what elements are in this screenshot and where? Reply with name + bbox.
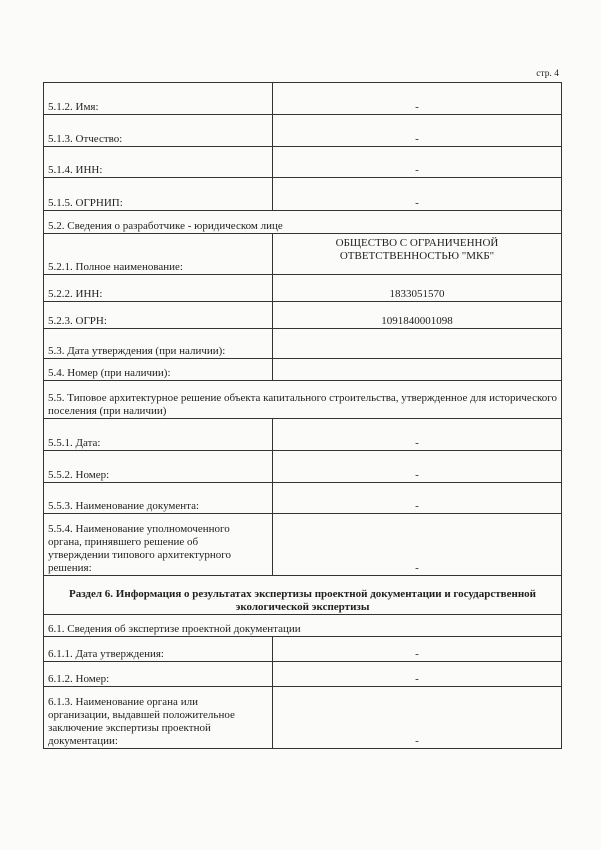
form-table — [43, 82, 562, 749]
table-row — [44, 211, 562, 234]
row-label: 5.4. Номер (при наличии): — [44, 359, 273, 381]
section-heading: 5.2. Сведения о разработчике - юридическом лице — [44, 211, 562, 234]
row-value: - — [273, 514, 562, 576]
label-line: документации: — [48, 735, 118, 747]
table-row — [44, 115, 562, 147]
table-row — [44, 359, 562, 381]
row-label: 5.1.3. Отчество: — [44, 115, 273, 147]
table-row — [44, 275, 562, 302]
table-row — [44, 381, 562, 419]
table-row — [44, 637, 562, 662]
row-value: - — [273, 83, 562, 115]
row-value: - — [273, 147, 562, 178]
table-row — [44, 234, 562, 275]
table-row — [44, 687, 562, 749]
section-heading: 5.5. Типовое архитектурное решение объекта капитального строительства, утвержденное для исторического поселения (при наличии) — [44, 381, 562, 419]
page-number: стр. 4 — [536, 69, 559, 79]
table-row — [44, 83, 562, 115]
row-value: - — [273, 419, 562, 451]
heading-line: Раздел 6. Информация о результатах экспертизы проектной документации и государственной — [68, 588, 536, 600]
row-label: 5.2.2. ИНН: — [44, 275, 273, 302]
row-value: - — [273, 115, 562, 147]
row-label: 5.1.5. ОГРНИП: — [44, 178, 273, 211]
table-row — [44, 662, 562, 687]
label-line: решения: — [48, 562, 92, 574]
table-row — [44, 178, 562, 211]
label-line: заключение экспертизы проектной — [48, 722, 211, 734]
row-value: - — [273, 483, 562, 514]
row-value: - — [273, 637, 562, 662]
row-value — [273, 234, 562, 275]
row-label: 5.2.3. ОГРН: — [44, 302, 273, 329]
row-value: 1091840001098 — [273, 302, 562, 329]
label-line: утверждении типового архитектурного — [48, 549, 231, 561]
row-label: 5.2.1. Полное наименование: — [44, 234, 273, 275]
table-row — [44, 451, 562, 483]
row-label: 5.1.4. ИНН: — [44, 147, 273, 178]
section-heading: 6.1. Сведения об экспертизе проектной документации — [44, 615, 562, 637]
row-label — [44, 514, 273, 576]
row-label: 6.1.1. Дата утверждения: — [44, 637, 273, 662]
table-row — [44, 302, 562, 329]
heading-line: экологической экспертизы — [235, 601, 370, 613]
row-label: 5.3. Дата утверждения (при наличии): — [44, 329, 273, 359]
label-line: органа, принявшего решение об — [48, 536, 199, 548]
value-line: ОТВЕТСТВЕННОСТЬЮ "МКБ" — [339, 250, 495, 262]
table-row — [44, 615, 562, 637]
row-label — [44, 687, 273, 749]
row-value: - — [273, 451, 562, 483]
table-row — [44, 147, 562, 178]
row-label: 5.5.2. Номер: — [44, 451, 273, 483]
table-row — [44, 576, 562, 615]
row-value: - — [273, 178, 562, 211]
label-line: организации, выдавшей положительное — [48, 709, 235, 721]
row-label: 5.1.2. Имя: — [44, 83, 273, 115]
row-value: - — [273, 687, 562, 749]
row-label: 5.5.3. Наименование документа: — [44, 483, 273, 514]
table-row — [44, 514, 562, 576]
row-value — [273, 359, 562, 381]
section-6-heading — [44, 576, 562, 615]
table-row — [44, 419, 562, 451]
table-row — [44, 483, 562, 514]
row-label: 5.5.1. Дата: — [44, 419, 273, 451]
row-value: 1833051570 — [273, 275, 562, 302]
label-line: 5.5.4. Наименование уполномоченного — [48, 523, 230, 535]
row-value: - — [273, 662, 562, 687]
label-line: 6.1.3. Наименование органа или — [48, 696, 198, 708]
table-row — [44, 329, 562, 359]
value-line: ОБЩЕСТВО С ОГРАНИЧЕННОЙ — [335, 237, 499, 249]
row-value — [273, 329, 562, 359]
row-label: 6.1.2. Номер: — [44, 662, 273, 687]
